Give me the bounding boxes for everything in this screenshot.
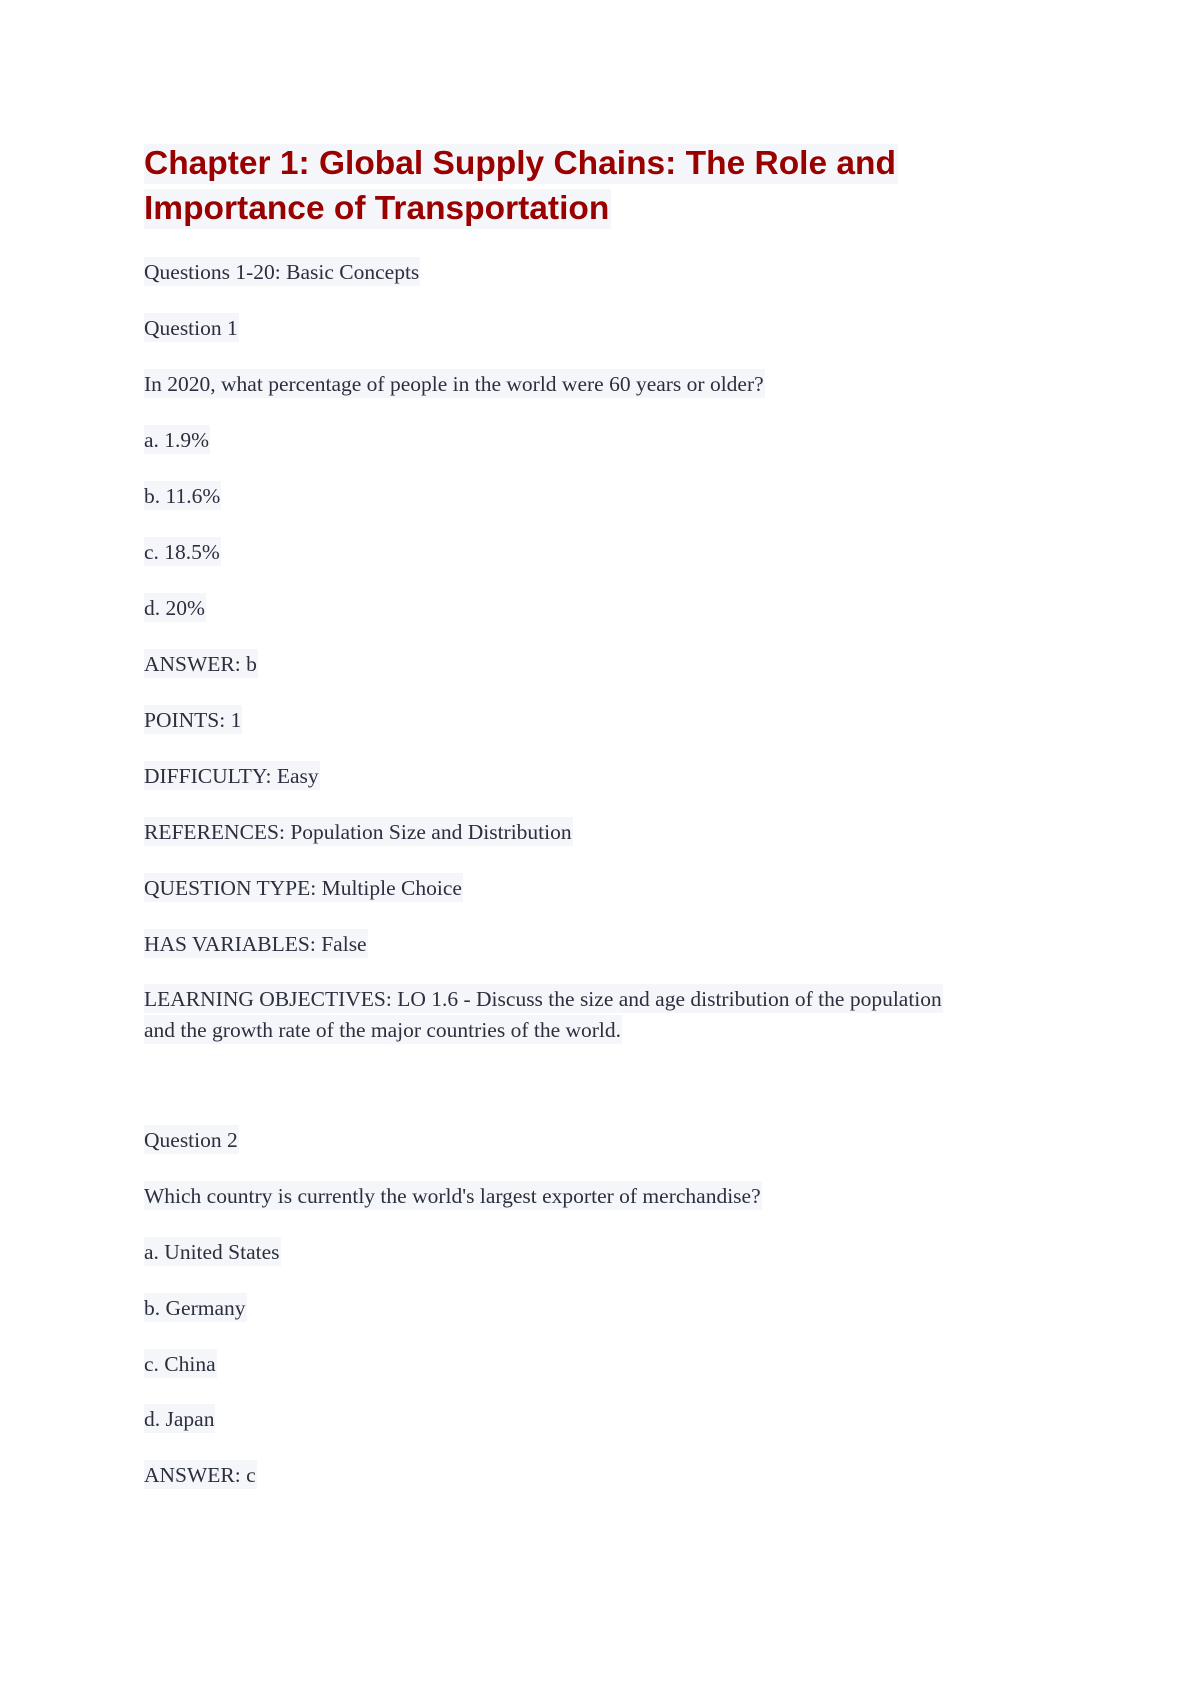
question-2-option-d: [144, 1404, 215, 1433]
option-text: c. 18.5%: [144, 537, 221, 566]
question-text: In 2020, what percentage of people in the world were 60 years or older?: [144, 369, 765, 398]
option-text: b. 11.6%: [144, 481, 221, 510]
option-text: d. 20%: [144, 593, 206, 622]
difficulty-text: DIFFICULTY: Easy: [144, 761, 320, 790]
question-1-heading: [144, 313, 239, 342]
question-2-text: [144, 1181, 762, 1210]
option-text: c. China: [144, 1349, 217, 1378]
question-2-option-b: [144, 1293, 247, 1322]
question-1-difficulty: [144, 761, 320, 790]
question-1-has-variables: [144, 929, 368, 958]
option-text: b. Germany: [144, 1293, 247, 1322]
has-variables-text: HAS VARIABLES: False: [144, 929, 368, 958]
heading-text: Question 2: [144, 1125, 239, 1154]
question-1-learning-objectives-line-2: [144, 1015, 622, 1044]
question-1-option-d: [144, 593, 206, 622]
question-2-answer: [144, 1460, 257, 1489]
question-1-answer: [144, 649, 258, 678]
option-text: a. United States: [144, 1237, 281, 1266]
question-2-option-a: [144, 1237, 281, 1266]
title-text: Chapter 1: Global Supply Chains: The Role and: [144, 145, 896, 182]
question-1-option-c: [144, 537, 221, 566]
question-1-option-b: [144, 481, 221, 510]
question-1-option-a: [144, 425, 210, 454]
question-1-text: [144, 369, 765, 398]
heading-text: Question 1: [144, 313, 239, 342]
title-text: Importance of Transportation: [144, 190, 610, 227]
section-text: Questions 1-20: Basic Concepts: [144, 257, 420, 286]
learning-objectives-text: LEARNING OBJECTIVES: LO 1.6 - Discuss the size and age distribution of the population: [144, 984, 943, 1013]
points-text: POINTS: 1: [144, 705, 242, 734]
references-text: REFERENCES: Population Size and Distribution: [144, 817, 573, 846]
learning-objectives-text: and the growth rate of the major countries of the world.: [144, 1015, 622, 1044]
option-text: a. 1.9%: [144, 425, 210, 454]
chapter-title-line-1: [144, 144, 898, 184]
question-1-type: [144, 873, 463, 902]
question-text: Which country is currently the world's largest exporter of merchandise?: [144, 1181, 762, 1210]
option-text: d. Japan: [144, 1404, 215, 1433]
section-heading: [144, 257, 420, 286]
answer-text: ANSWER: c: [144, 1460, 257, 1489]
question-1-references: [144, 817, 573, 846]
question-1-learning-objectives-line-1: [144, 984, 943, 1013]
question-2-option-c: [144, 1349, 217, 1378]
chapter-title-line-2: [144, 189, 611, 229]
question-2-heading: [144, 1125, 239, 1154]
question-1-points: [144, 705, 242, 734]
question-type-text: QUESTION TYPE: Multiple Choice: [144, 873, 463, 902]
answer-text: ANSWER: b: [144, 649, 258, 678]
